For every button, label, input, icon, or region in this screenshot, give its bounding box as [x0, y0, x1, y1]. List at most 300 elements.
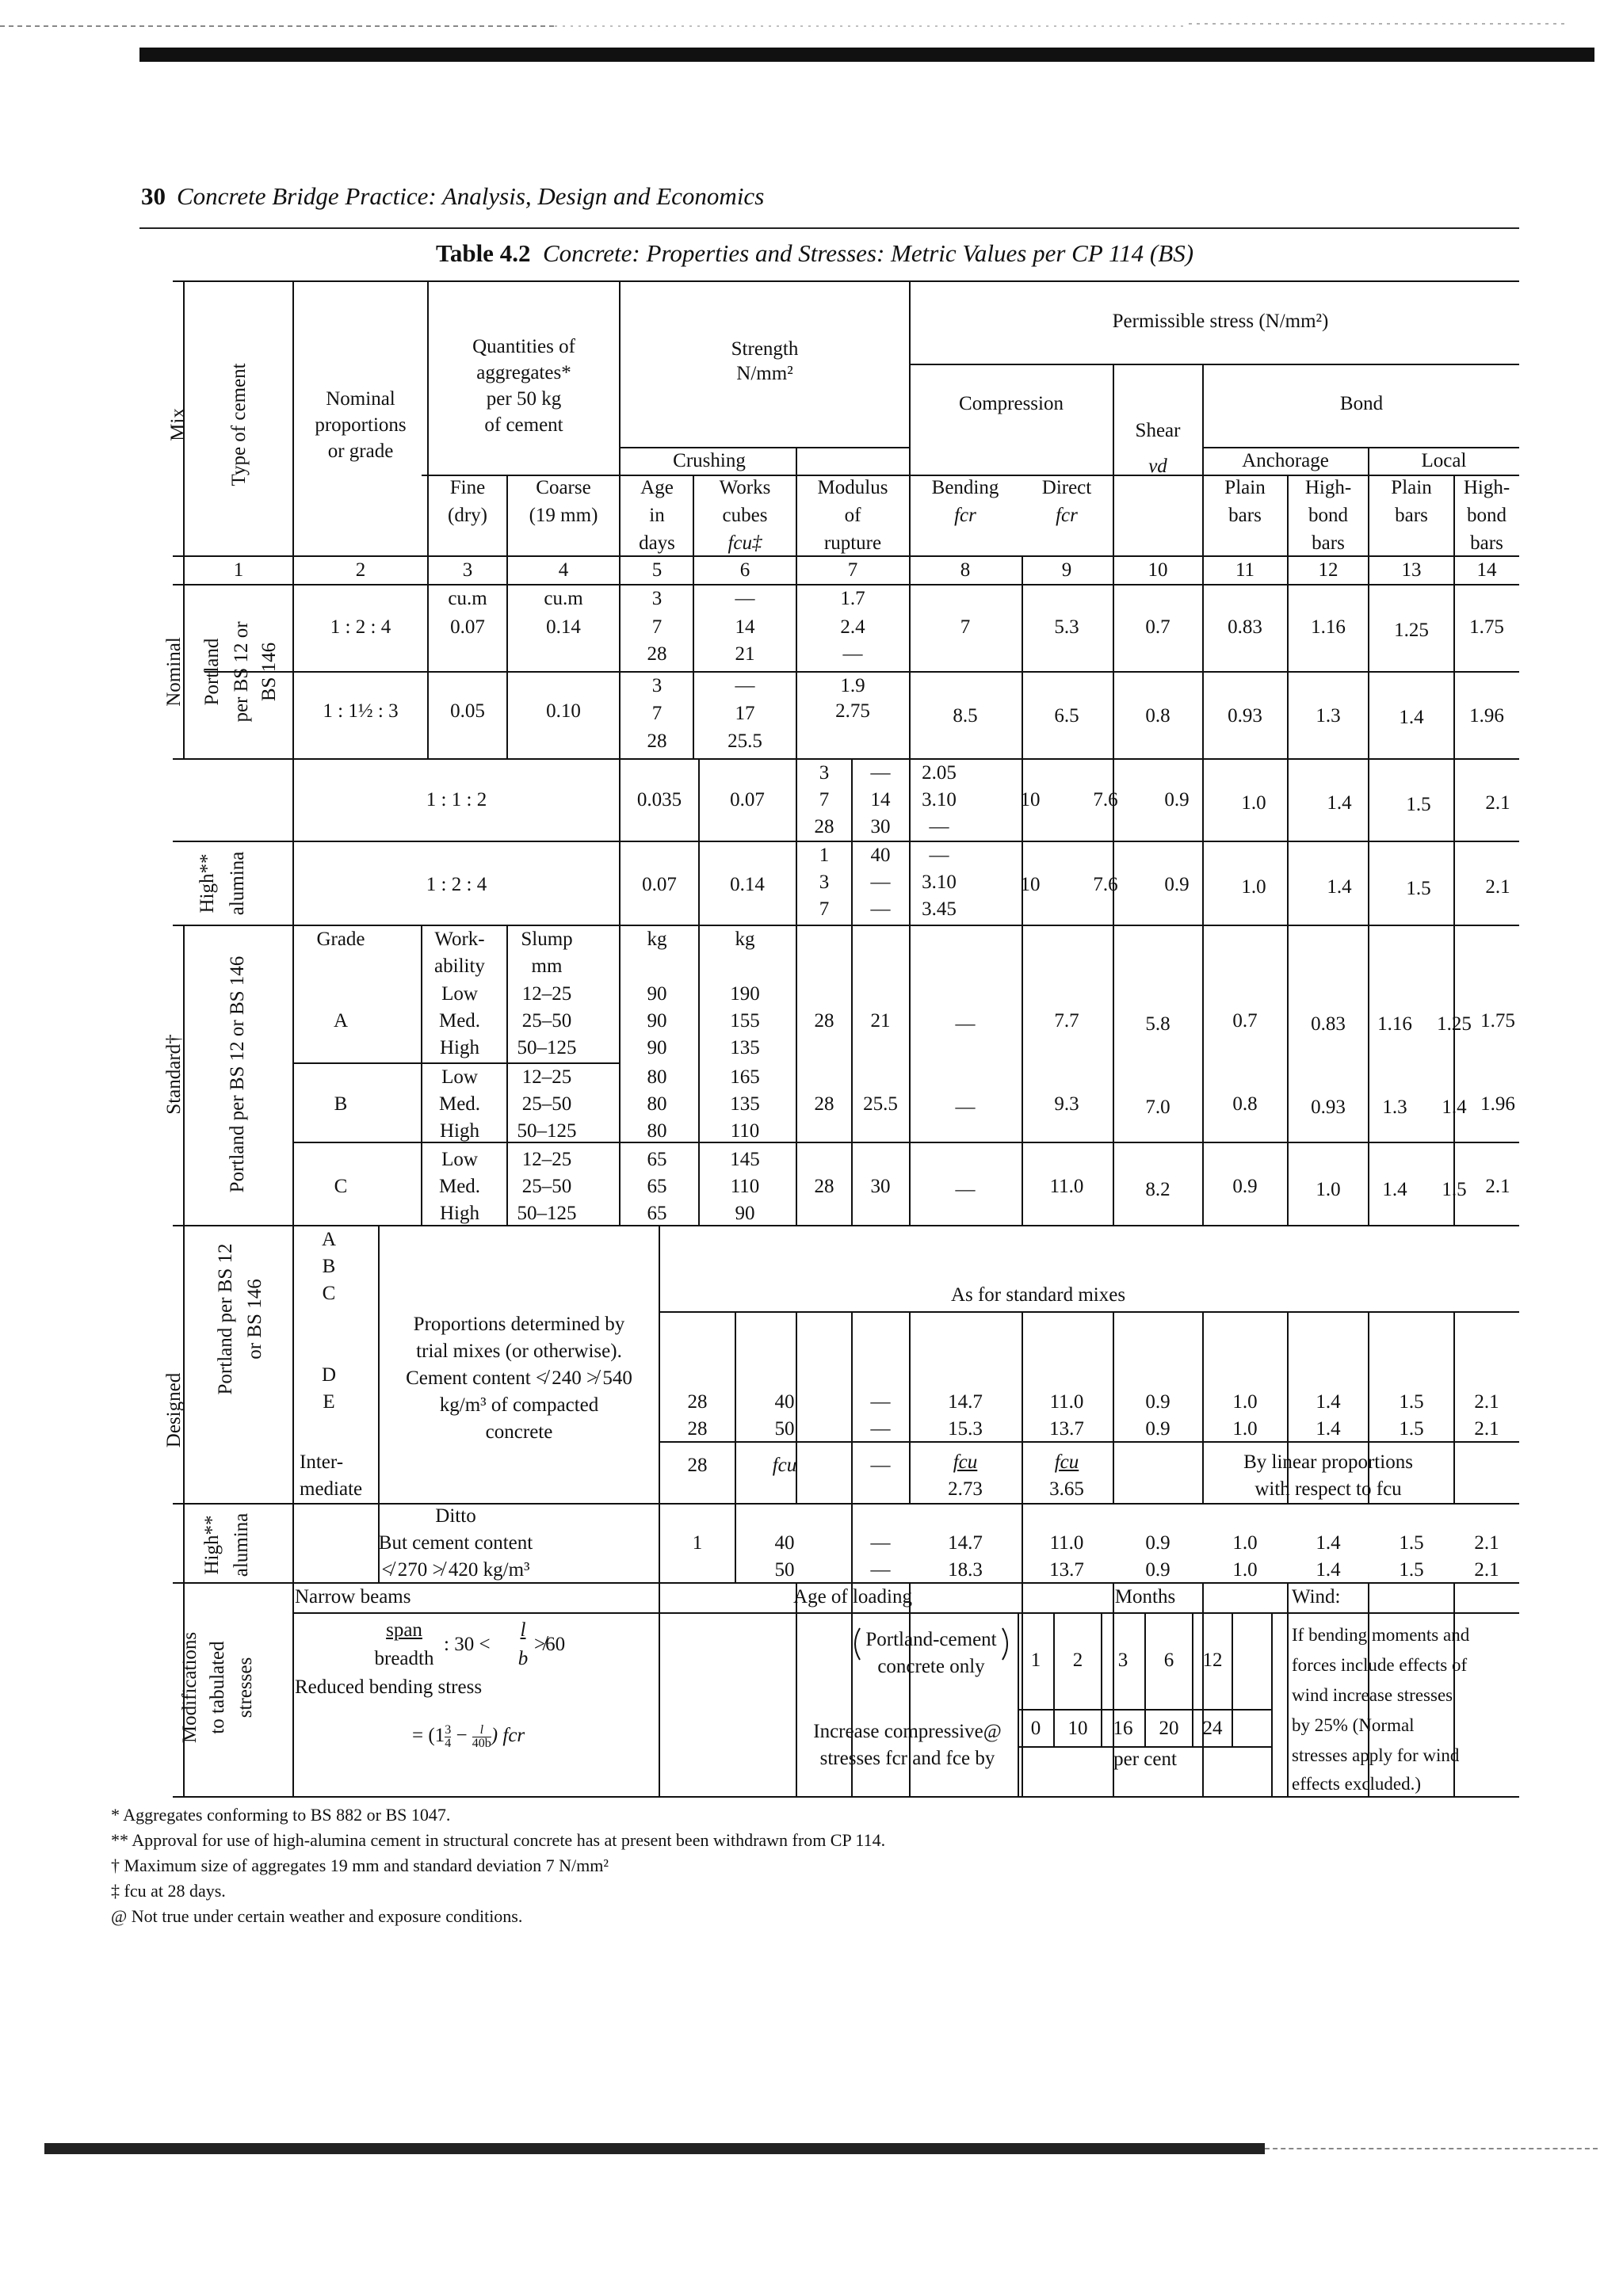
- fine-aggregate: 0.07: [450, 616, 485, 638]
- age-days: 28: [814, 816, 834, 837]
- month-value: 6: [1163, 1650, 1174, 1671]
- direct-stress: 5.3: [1054, 616, 1079, 638]
- workability: Low: [441, 1066, 478, 1088]
- age-days: 7: [819, 789, 830, 810]
- type-of-cement-header: Type of cement: [228, 363, 250, 486]
- anchorage-plain-header-1: Plain: [1224, 477, 1266, 498]
- modulus-rupture: —: [929, 816, 949, 837]
- bending-stress: 18.3: [948, 1559, 983, 1581]
- grade-letter: A: [333, 1010, 349, 1032]
- footnote: ‡ fcu at 28 days.: [111, 1881, 226, 1901]
- fraction-denominator: 4: [445, 1737, 452, 1750]
- col-number: 12: [1318, 559, 1338, 581]
- anchorage-plain: 1.0: [1232, 1391, 1258, 1413]
- col-number: 8: [960, 559, 971, 581]
- anchorage-high: 1.4: [1316, 1391, 1341, 1413]
- mix-proportion: 1 : 2 : 4: [330, 616, 391, 638]
- anchorage-plain: 1.0: [1316, 1179, 1341, 1200]
- local-plain: 1.5: [1399, 1391, 1424, 1413]
- col-number: 11: [1235, 559, 1255, 581]
- local-plain: 1.5: [1399, 1418, 1424, 1440]
- footnote: * Aggregates conforming to BS 882 or BS 1047.: [111, 1805, 451, 1825]
- anchorage-plain: 0.93: [1311, 1097, 1346, 1118]
- local-high: 1.75: [1480, 1010, 1515, 1032]
- table-caption: Concrete: Properties and Stresses: Metric Values per CP 114 (BS): [542, 239, 1194, 267]
- months-label: Months: [1114, 1586, 1176, 1608]
- page-number: 30: [141, 182, 166, 210]
- local-plain: 1.4: [1442, 1097, 1467, 1118]
- slump: 12–25: [521, 1149, 572, 1170]
- scan-bottom-dash: [1265, 2148, 1598, 2152]
- workability-header-1: Work-: [434, 929, 485, 950]
- slump: 50–125: [517, 1037, 577, 1058]
- age-header-2: in: [649, 505, 665, 526]
- works-cubes-header-3: fcu‡: [727, 532, 762, 554]
- anchorage-high: 1.16: [1311, 616, 1346, 638]
- age-days: 1: [692, 1532, 703, 1554]
- designed-grade: D: [321, 1364, 337, 1386]
- anchorage-plain-header-2: bars: [1228, 505, 1262, 526]
- percent-value: 0: [1030, 1718, 1041, 1739]
- designed-grade: E: [323, 1391, 335, 1413]
- col-number: 13: [1401, 559, 1422, 581]
- modulus-rupture: —: [842, 643, 863, 665]
- percent-value: 24: [1202, 1718, 1223, 1739]
- coarse-aggregate: 0.14: [730, 874, 765, 895]
- anchorage-plain: 1.0: [1232, 1532, 1258, 1554]
- direct-stress: 7.6: [1093, 789, 1118, 810]
- proportions-note: trial mixes (or otherwise).: [416, 1341, 622, 1362]
- wind-note: effects excluded.): [1292, 1774, 1422, 1794]
- modulus-rupture: —: [870, 1418, 891, 1440]
- grade-letter: C: [334, 1176, 348, 1197]
- nominal-proportions-header-3: or grade: [327, 441, 394, 462]
- percent-value: 20: [1159, 1718, 1179, 1739]
- workability: Med.: [438, 1176, 481, 1197]
- ditto-note: Ditto: [435, 1505, 476, 1527]
- footnote: @ Not true under certain weather and exposure conditions.: [111, 1906, 523, 1926]
- anchorage-plain: 0.83: [1228, 616, 1262, 638]
- breadth-denominator: breadth: [374, 1648, 434, 1669]
- age-header-1: Age: [640, 477, 674, 498]
- direct-stress: 13.7: [1049, 1418, 1084, 1440]
- modulus-rupture: —: [870, 1532, 891, 1554]
- mix-proportion: 1 : 2 : 4: [426, 874, 487, 895]
- crushing-header: Crushing: [673, 450, 746, 471]
- age-days: 7: [819, 898, 830, 920]
- modulus-rupture: —: [955, 1013, 976, 1035]
- direct-header-1: Direct: [1041, 477, 1092, 498]
- age-days: 28: [814, 1176, 834, 1197]
- modulus-rupture: —: [870, 1455, 891, 1476]
- modulus-rupture: 3.45: [922, 898, 957, 920]
- coarse-kg: 190: [730, 983, 760, 1005]
- month-value: 1: [1030, 1650, 1041, 1671]
- coarse-header-2: (19 mm): [529, 505, 598, 526]
- mix-proportion: 1 : 1½ : 3: [323, 700, 399, 722]
- modulus-header-3: rupture: [823, 532, 882, 554]
- direct-fraction-denominator: 3.65: [1049, 1478, 1084, 1500]
- intermediate-label-2: mediate: [300, 1478, 363, 1500]
- col-number: 7: [847, 559, 858, 581]
- nominal-section-label: Nominal: [163, 637, 185, 707]
- age-days: 28: [814, 1010, 834, 1032]
- bending-stress: 7: [960, 616, 971, 638]
- bending-stress: 11.0: [1049, 1176, 1084, 1197]
- mix-header: Mix: [167, 408, 189, 441]
- local-high: 2.1: [1474, 1418, 1499, 1440]
- wind-note: Wind:: [1292, 1586, 1341, 1608]
- modulus-rupture: —: [955, 1097, 976, 1118]
- bending-stress: 9.3: [1054, 1093, 1079, 1115]
- coarse-kg: 165: [730, 1066, 760, 1088]
- workability: High: [440, 1037, 479, 1058]
- local-plain: 1.5: [1442, 1179, 1467, 1200]
- standard-cement-label: Portland per BS 12 or BS 146: [227, 955, 248, 1193]
- nominal-proportions-header-1: Nominal: [326, 388, 395, 410]
- fine-kg: 80: [647, 1093, 667, 1115]
- local-high: 1.75: [1469, 616, 1504, 638]
- works-cube: 17: [735, 703, 755, 724]
- modulus-header-1: Modulus: [817, 477, 888, 498]
- shear-header-2: vd: [1148, 456, 1167, 477]
- month-value: 3: [1117, 1650, 1128, 1671]
- slump: 25–50: [521, 1176, 572, 1197]
- anchorage-high-header-3: bars: [1312, 532, 1345, 554]
- coarse-kg: 155: [730, 1010, 760, 1032]
- age-days: 3: [819, 762, 830, 784]
- bending-stress: 8.5: [953, 705, 978, 727]
- local-high-header-2: bond: [1467, 505, 1507, 526]
- coarse-kg: 110: [730, 1120, 760, 1142]
- modulus-rupture: 2.4: [840, 616, 865, 638]
- local-plain: 1.5: [1399, 1559, 1424, 1581]
- book-title: Concrete Bridge Practice: Analysis, Design and Economics: [177, 182, 765, 210]
- quantities-header-2: aggregates*: [476, 362, 571, 383]
- age-days: 3: [819, 871, 830, 893]
- coarse-kg: 135: [730, 1093, 760, 1115]
- workability: Med.: [438, 1010, 481, 1032]
- anchorage-high: 1.4: [1327, 792, 1352, 814]
- col-number: 9: [1061, 559, 1072, 581]
- workability: High: [440, 1120, 479, 1142]
- local-plain: 1.5: [1399, 1532, 1424, 1554]
- works-cubes-header-1: Works: [719, 477, 771, 498]
- direct-stress: 11.0: [1049, 1391, 1084, 1413]
- col-number: 2: [355, 559, 366, 581]
- linear-proportions-note: with respect to fcu: [1254, 1478, 1402, 1500]
- anchorage-plain: 1.0: [1241, 876, 1266, 898]
- proportions-note: Cement content ≮ 240 ≯ 540: [406, 1367, 632, 1389]
- local-high: 1.96: [1469, 705, 1504, 727]
- quantities-header-1: Quantities of: [472, 336, 575, 357]
- works-cube: 25.5: [863, 1093, 898, 1115]
- modulus-rupture: 2.75: [835, 700, 870, 722]
- grade-letter: B: [334, 1093, 348, 1115]
- ditto-note: ≮ 270 ≯ 420 kg/m³: [381, 1559, 530, 1581]
- slump: 25–50: [521, 1010, 572, 1032]
- footnote: ** Approval for use of high-alumina cement in structural concrete has at present been withdrawn from CP 114.: [111, 1830, 886, 1850]
- works-cube: 14: [735, 616, 755, 638]
- modulus-rupture: 3.10: [922, 789, 957, 810]
- modulus-rupture: 1.7: [840, 588, 865, 609]
- ratio-text: : 30 <: [444, 1634, 491, 1655]
- coarse-kg: 135: [730, 1037, 760, 1058]
- anchorage-high: 1.16: [1377, 1013, 1412, 1035]
- local-plain-header-1: Plain: [1391, 477, 1432, 498]
- fraction-denominator: 40b: [472, 1737, 491, 1750]
- local-high: 2.1: [1485, 876, 1510, 898]
- direct-stress: 6.5: [1054, 705, 1079, 727]
- anchorage-plain: 1.0: [1232, 1559, 1258, 1581]
- designed-high-alumina-1: High**: [201, 1515, 223, 1575]
- direct-stress: 8.2: [1145, 1179, 1170, 1200]
- bending-header-2: fcr: [954, 505, 976, 526]
- local-high: 2.1: [1474, 1532, 1499, 1554]
- local-high: 1.96: [1480, 1093, 1515, 1115]
- slump: 50–125: [517, 1203, 577, 1224]
- coarse-aggregate: 0.10: [546, 700, 581, 722]
- fine-kg: 90: [647, 1010, 667, 1032]
- coarse-aggregate: 0.07: [730, 789, 765, 810]
- age-of-loading-label: Age of loading: [793, 1586, 912, 1608]
- anchorage-plain: 0.93: [1228, 705, 1262, 727]
- designed-high-alumina-2: alumina: [231, 1512, 252, 1577]
- works-cube: 21: [735, 643, 755, 665]
- works-cube: —: [735, 675, 755, 696]
- designed-cement-1: Portland per BS 12: [215, 1243, 236, 1395]
- strength-header-2: N/mm²: [736, 363, 793, 384]
- col-number: 1: [233, 559, 244, 581]
- designed-section-label: Designed: [163, 1372, 185, 1448]
- age-days: 3: [651, 675, 663, 696]
- unit-cum-coarse: cu.m: [544, 588, 583, 609]
- modulus-rupture: 3.10: [922, 871, 957, 893]
- reduced-formula: [412, 1724, 525, 1750]
- local-plain: 1.25: [1437, 1013, 1472, 1035]
- high-alumina-label-1: High**: [197, 853, 218, 913]
- modifications-label-1: Modifications: [179, 1631, 200, 1744]
- portland-only-note: concrete only: [877, 1656, 985, 1677]
- wind-note: stresses apply for wind: [1292, 1745, 1460, 1765]
- quantities-header-3: per 50 kg: [486, 388, 562, 410]
- proportions-note: kg/m³ of compacted: [439, 1394, 599, 1416]
- col-number: 5: [651, 559, 663, 581]
- fine-kg: 65: [647, 1203, 667, 1224]
- coarse-kg: 145: [730, 1149, 760, 1170]
- reduced-bending-label: Reduced bending stress: [295, 1676, 483, 1698]
- wind-note: wind increase stresses: [1292, 1685, 1453, 1705]
- local-plain: 1.25: [1394, 620, 1429, 641]
- bending-stress: 10: [1020, 874, 1041, 895]
- works-cube: —: [870, 898, 891, 920]
- slump: 12–25: [521, 1066, 572, 1088]
- modulus-rupture: —: [870, 1391, 891, 1413]
- anchorage-plain: 0.83: [1311, 1013, 1346, 1035]
- proportions-note: Proportions determined by: [413, 1314, 625, 1335]
- table-label: Table 4.2: [436, 239, 531, 267]
- works-cube: 21: [870, 1010, 891, 1032]
- modulus-rupture: 2.05: [922, 762, 957, 784]
- anchorage-high: 1.3: [1316, 705, 1341, 727]
- works-cubes-header-2: cubes: [722, 505, 768, 526]
- col-number: 10: [1148, 559, 1168, 581]
- ratio-limit: ≯60: [534, 1634, 566, 1655]
- local-high: 2.1: [1474, 1559, 1499, 1581]
- increase-note: stresses fcr and fce by: [819, 1748, 995, 1769]
- direct-stress: 13.7: [1049, 1559, 1084, 1581]
- designed-grade: B: [322, 1256, 336, 1277]
- works-cube: 50: [774, 1559, 795, 1581]
- shear-stress: 0.9: [1232, 1176, 1258, 1197]
- works-cube: 30: [870, 1176, 891, 1197]
- nominal-cement-3: BS 146: [258, 642, 280, 702]
- age-days: 28: [687, 1391, 708, 1413]
- age-days: 7: [651, 616, 663, 638]
- works-cube: 40: [774, 1391, 795, 1413]
- increase-note: Increase compressive@: [813, 1721, 1002, 1742]
- as-for-standard-mixes: As for standard mixes: [950, 1284, 1126, 1306]
- bending-stress: 14.7: [948, 1391, 983, 1413]
- wind-note: by 25% (Normal: [1292, 1715, 1415, 1735]
- workability: High: [440, 1203, 479, 1224]
- local-plain: 1.5: [1406, 794, 1431, 815]
- percent-value: 10: [1067, 1718, 1088, 1739]
- month-value: 12: [1202, 1650, 1223, 1671]
- coarse-header-1: Coarse: [536, 477, 591, 498]
- bending-stress: 15.3: [948, 1418, 983, 1440]
- designed-grade: A: [321, 1229, 337, 1250]
- anchorage-high-header-1: High-: [1304, 477, 1352, 498]
- local-high: 2.1: [1485, 1176, 1510, 1197]
- formula-mid: −: [451, 1725, 472, 1747]
- age-days: 28: [814, 1093, 834, 1115]
- anchorage-high: 1.4: [1382, 1179, 1407, 1200]
- anchorage-plain: 1.0: [1241, 792, 1266, 814]
- nominal-cement-1: Portland: [201, 638, 223, 706]
- workability: Med.: [438, 1093, 481, 1115]
- fine-kg: 65: [647, 1176, 667, 1197]
- anchorage-high: 1.4: [1316, 1418, 1341, 1440]
- slump-header-1: Slump: [521, 929, 573, 950]
- footnote: † Maximum size of aggregates 19 mm and standard deviation 7 N/mm²: [111, 1855, 609, 1875]
- age-days: 28: [687, 1455, 708, 1476]
- anchorage-high: 1.3: [1382, 1097, 1407, 1118]
- local-plain: 1.4: [1399, 707, 1424, 728]
- wind-note: If bending moments and: [1292, 1625, 1470, 1645]
- fine-kg: 80: [647, 1066, 667, 1088]
- shear-stress: 0.9: [1145, 1559, 1170, 1581]
- works-cube: 40: [870, 845, 891, 866]
- age-days: 1: [819, 845, 830, 866]
- coarse-kg: 110: [730, 1176, 760, 1197]
- anchorage-high: 1.4: [1327, 876, 1352, 898]
- shear-stress: 0.9: [1164, 874, 1190, 895]
- portland-only-note: Portland-cement: [865, 1629, 997, 1650]
- shear-stress: 0.7: [1145, 616, 1170, 638]
- anchorage-high: 1.4: [1316, 1559, 1341, 1581]
- age-days: 3: [651, 588, 663, 609]
- mix-proportion: 1 : 1 : 2: [426, 789, 487, 810]
- direct-header-2: fcr: [1056, 505, 1078, 526]
- anchorage-high: 1.4: [1316, 1532, 1341, 1554]
- slump: 12–25: [521, 983, 572, 1005]
- workability: Low: [441, 1149, 478, 1170]
- unit-cum-fine: cu.m: [448, 588, 487, 609]
- col-number: 6: [739, 559, 750, 581]
- modifications-label-2: to tabulated: [207, 1641, 228, 1734]
- works-cube: —: [735, 588, 755, 609]
- high-alumina-label-2: alumina: [227, 851, 248, 916]
- age-days: 28: [647, 643, 667, 665]
- proportions-note: concrete: [485, 1421, 553, 1443]
- intermediate-label-1: Inter-: [300, 1451, 344, 1473]
- fine-kg: 90: [647, 983, 667, 1005]
- works-cube: 14: [870, 789, 891, 810]
- nominal-cement-2: per BS 12 or: [231, 621, 252, 723]
- works-cube: 30: [870, 816, 891, 837]
- nominal-proportions-header-2: proportions: [315, 414, 407, 436]
- age-days: 28: [647, 730, 667, 752]
- workability: Low: [441, 983, 478, 1005]
- percent-value: 16: [1113, 1718, 1133, 1739]
- direct-stress: 7.0: [1145, 1097, 1170, 1118]
- local-high: 2.1: [1485, 792, 1510, 814]
- narrow-beams-label: Narrow beams: [295, 1586, 411, 1608]
- shear-stress: 0.8: [1145, 705, 1170, 727]
- formula-suffix: ) fcr: [491, 1725, 525, 1747]
- standard-section-label: Standard†: [163, 1034, 185, 1115]
- bending-header-1: Bending: [931, 477, 999, 498]
- modulus-rupture: 1.9: [840, 675, 865, 696]
- local-high-header-3: bars: [1470, 532, 1503, 554]
- shear-stress: 0.9: [1145, 1391, 1170, 1413]
- fine-kg: 65: [647, 1149, 667, 1170]
- col-number: 3: [462, 559, 473, 581]
- bending-stress: 7.7: [1054, 1010, 1079, 1032]
- works-cube: —: [870, 871, 891, 893]
- bending-fraction-numerator: fcu: [953, 1451, 978, 1473]
- age-days: 7: [651, 703, 663, 724]
- grade-header: Grade: [316, 929, 365, 950]
- shear-stress: 0.9: [1145, 1532, 1170, 1554]
- slump: 50–125: [517, 1120, 577, 1142]
- direct-fraction-numerator: fcu: [1054, 1451, 1079, 1473]
- bending-fraction-denominator: 2.73: [948, 1478, 983, 1500]
- shear-header-1: Shear: [1135, 420, 1181, 441]
- works-cube: fcu: [772, 1455, 797, 1476]
- per-cent-label: per cent: [1113, 1749, 1177, 1770]
- shear-stress: 0.9: [1145, 1418, 1170, 1440]
- fine-header-1: Fine: [449, 477, 486, 498]
- shear-stress: 0.8: [1232, 1093, 1258, 1115]
- month-value: 2: [1072, 1650, 1083, 1671]
- fine-aggregate: 0.035: [636, 789, 682, 810]
- l-numerator: l: [520, 1619, 526, 1641]
- coarse-kg: 90: [735, 1203, 755, 1224]
- bond-header: Bond: [1339, 393, 1384, 414]
- local-plain-header-2: bars: [1395, 505, 1428, 526]
- designed-cement-2: or BS 146: [244, 1279, 265, 1360]
- span-numerator: span: [386, 1619, 422, 1641]
- coarse-kg-header: kg: [735, 929, 755, 950]
- workability-header-2: ability: [434, 955, 485, 977]
- fine-kg-header: kg: [647, 929, 667, 950]
- quantities-header-4: of cement: [484, 414, 563, 436]
- col-number: 4: [558, 559, 569, 581]
- slump-header-2: mm: [531, 955, 563, 977]
- works-cube: —: [870, 762, 891, 784]
